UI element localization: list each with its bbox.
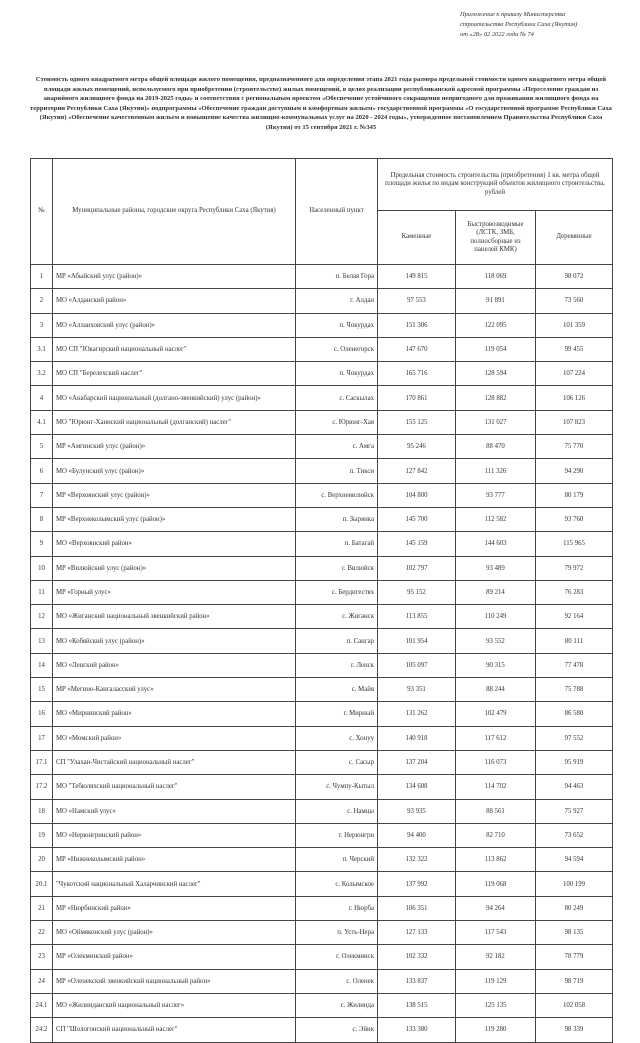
table-row — [31, 459, 613, 483]
wood-cost-cell: 97 552 — [536, 726, 613, 750]
table-row — [31, 872, 613, 896]
wood-cost-cell: 98 072 — [536, 265, 613, 289]
row-number: 15 — [31, 678, 53, 702]
table-row — [31, 362, 613, 386]
wood-cost-cell: 75 927 — [536, 799, 613, 823]
table-row — [31, 896, 613, 920]
table-row — [31, 702, 613, 726]
appendix-line-1: Приложение к приказу Министерства — [460, 11, 566, 18]
settlement-cell: п. Чокурдах — [296, 362, 378, 386]
row-number: 1 — [31, 265, 53, 289]
settlement-cell: с. Юрюнг-Хая — [296, 410, 378, 434]
municipality-cell: СП "Улахан-Чистайский национальный наслег" — [53, 750, 296, 774]
fast-cost-cell: 112 582 — [456, 507, 536, 531]
municipality-cell: МО «Намский улус» — [53, 799, 296, 823]
header-cost-group: Предельная стоимость строительства (приобретения) 1 кв. метра общей площади жилья по видам конструкций объектов жилищного строительства, рублей — [378, 159, 613, 211]
wood-cost-cell: 76 283 — [536, 580, 613, 604]
table-row — [31, 775, 613, 799]
wood-cost-cell: 86 580 — [536, 702, 613, 726]
header-stone: Каменные — [378, 211, 456, 265]
table-row — [31, 1018, 613, 1042]
table-row — [31, 507, 613, 531]
fast-cost-cell: 110 249 — [456, 605, 536, 629]
table-row — [31, 969, 613, 993]
table-row — [31, 848, 613, 872]
settlement-cell: п. Черский — [296, 848, 378, 872]
settlement-cell: с. Амга — [296, 435, 378, 459]
settlement-cell: п. Сангар — [296, 629, 378, 653]
wood-cost-cell: 95 919 — [536, 750, 613, 774]
table-row — [31, 823, 613, 847]
fast-cost-cell: 93 489 — [456, 556, 536, 580]
row-number: 16 — [31, 702, 53, 726]
date-day: 28 — [472, 31, 479, 38]
row-number: 10 — [31, 556, 53, 580]
fast-cost-cell: 94 264 — [456, 896, 536, 920]
municipality-cell: МО «Момский район» — [53, 726, 296, 750]
fast-cost-cell: 92 182 — [456, 945, 536, 969]
municipality-cell: МР «Горный улус» — [53, 580, 296, 604]
municipality-cell: МО "Юрюнг-Хаинский национальный (долганский) наслег" — [53, 410, 296, 434]
table-row — [31, 726, 613, 750]
wood-cost-cell: 100 199 — [536, 872, 613, 896]
row-number: 24 — [31, 969, 53, 993]
stone-cost-cell: 102 797 — [378, 556, 456, 580]
wood-cost-cell: 98 339 — [536, 1018, 613, 1042]
table-row — [31, 483, 613, 507]
row-number: 2 — [31, 289, 53, 313]
wood-cost-cell: 107 823 — [536, 410, 613, 434]
appendix-line-2: строительства Республики Саха (Якутия) — [460, 21, 578, 28]
appendix-dateline — [460, 30, 632, 40]
wood-cost-cell: 73 652 — [536, 823, 613, 847]
table-row — [31, 580, 613, 604]
row-number: 24.1 — [31, 993, 53, 1017]
stone-cost-cell: 94 400 — [378, 823, 456, 847]
stone-cost-cell: 134 608 — [378, 775, 456, 799]
municipality-cell: СП "Шологонский национальный наслег" — [53, 1018, 296, 1042]
wood-cost-cell: 98 719 — [536, 969, 613, 993]
fast-cost-cell: 114 702 — [456, 775, 536, 799]
fast-cost-cell: 119 129 — [456, 969, 536, 993]
fast-cost-cell: 117 543 — [456, 921, 536, 945]
settlement-cell: п. Белая Гора — [296, 265, 378, 289]
fast-cost-cell: 93 552 — [456, 629, 536, 653]
row-number: 3 — [31, 313, 53, 337]
stone-cost-cell: 155 125 — [378, 410, 456, 434]
row-number: 5 — [31, 435, 53, 459]
municipality-cell: МО «Алданский район» — [53, 289, 296, 313]
row-number: 4 — [31, 386, 53, 410]
wood-cost-cell: 99 455 — [536, 337, 613, 361]
wood-cost-cell: 94 463 — [536, 775, 613, 799]
row-number: 13 — [31, 629, 53, 653]
settlement-cell: с. Сасыр — [296, 750, 378, 774]
table-row — [31, 653, 613, 677]
stone-cost-cell: 131 262 — [378, 702, 456, 726]
fast-cost-cell: 117 612 — [456, 726, 536, 750]
settlement-cell: с. Оленегорск — [296, 337, 378, 361]
row-number: 23 — [31, 945, 53, 969]
fast-cost-cell: 119 280 — [456, 1018, 536, 1042]
stone-cost-cell: 102 332 — [378, 945, 456, 969]
fast-cost-cell: 116 073 — [456, 750, 536, 774]
row-number: 4.1 — [31, 410, 53, 434]
fast-cost-cell: 131 027 — [456, 410, 536, 434]
row-number: 8 — [31, 507, 53, 531]
header-settlement: Населенный пункт — [296, 159, 378, 265]
settlement-cell: п. Зырянка — [296, 507, 378, 531]
settlement-cell: п. Батагай — [296, 532, 378, 556]
stone-cost-cell: 140 918 — [378, 726, 456, 750]
settlement-cell: с. Жилинда — [296, 993, 378, 1017]
settlement-cell: г. Нюрба — [296, 896, 378, 920]
stone-cost-cell: 133 837 — [378, 969, 456, 993]
municipality-cell: "Чукотский национальный Халарчинский наслег" — [53, 872, 296, 896]
stone-cost-cell: 93 935 — [378, 799, 456, 823]
stone-cost-cell: 170 861 — [378, 386, 456, 410]
municipality-cell: МО «Ленский район» — [53, 653, 296, 677]
municipality-cell: МР «Вилюйский улус (район)» — [53, 556, 296, 580]
fast-cost-cell: 128 594 — [456, 362, 536, 386]
wood-cost-cell: 75 770 — [536, 435, 613, 459]
municipality-cell: МО «Жиганский национальный эвенкийский район» — [53, 605, 296, 629]
settlement-cell: с. Оленек — [296, 969, 378, 993]
stone-cost-cell: 165 716 — [378, 362, 456, 386]
appendix-header — [460, 10, 632, 40]
municipality-cell: МР «Верхнеколымский улус (район)» — [53, 507, 296, 531]
cost-table — [30, 158, 613, 1043]
stone-cost-cell: 132 322 — [378, 848, 456, 872]
wood-cost-cell: 78 779 — [536, 945, 613, 969]
row-number: 22 — [31, 921, 53, 945]
settlement-cell: с. Верхневилюйск — [296, 483, 378, 507]
header-wood: Деревянные — [536, 211, 613, 265]
row-number: 18 — [31, 799, 53, 823]
wood-cost-cell: 101 359 — [536, 313, 613, 337]
municipality-cell: МО «Аллаиховский улус (район)» — [53, 313, 296, 337]
settlement-cell: с. Колымское — [296, 872, 378, 896]
fast-cost-cell: 82 710 — [456, 823, 536, 847]
settlement-cell: г. Алдан — [296, 289, 378, 313]
table-row — [31, 410, 613, 434]
settlement-cell: с. Намцы — [296, 799, 378, 823]
document-title: Стоимость одного квадратного метра общей площади жилого помещения, предназначенного для определения этапа 2021 года размера предельной стоимости одного квадратного метра общей площади жилых помещений, используемого при приобретении (строительстве) жилых помещений, в целях реализации республиканской адресной программы «Переселение граждан из аварийного жилищного фонда на 2019-2025 годы» и соответствия с региональным проектом «Обеспечение устойчивого сокращения непригодного для проживания жилищного фонда на территории Республики Саха (Якутия)» подпрограммы «Обеспечение граждан доступным и комфортным жильем» государственной программы «О государственной программе Республики Саха (Якутия) «Обеспечение качественным жильем и повышение качества жилищно-коммунальных услуг на 2020 - 2024 годы», утвержденное постановлением Правительства Республики Саха (Якутия) от 15 сентября 2021 г. №345 — [30, 76, 612, 131]
row-number: 3.2 — [31, 362, 53, 386]
fast-cost-cell: 111 326 — [456, 459, 536, 483]
municipality-cell: МР «Абыйский улус (район)» — [53, 265, 296, 289]
fast-cost-cell: 113 862 — [456, 848, 536, 872]
settlement-cell: г. Мирный — [296, 702, 378, 726]
table-row — [31, 993, 613, 1017]
wood-cost-cell: 102 058 — [536, 993, 613, 1017]
stone-cost-cell: 106 351 — [378, 896, 456, 920]
fast-cost-cell: 91 891 — [456, 289, 536, 313]
table-row — [31, 435, 613, 459]
municipality-cell: МО «Жилинданский национальный наслег» — [53, 993, 296, 1017]
wood-cost-cell: 115 965 — [536, 532, 613, 556]
wood-cost-cell: 75 788 — [536, 678, 613, 702]
municipality-cell: МО «Верхоянский район» — [53, 532, 296, 556]
table-row — [31, 337, 613, 361]
stone-cost-cell: 101 954 — [378, 629, 456, 653]
settlement-cell: г. Вилюйск — [296, 556, 378, 580]
table-row — [31, 629, 613, 653]
settlement-cell: п. Усть-Нера — [296, 921, 378, 945]
date-month: 02 — [483, 31, 491, 38]
header-municipality: Муниципальные районы, городские округа Республики Саха (Якутия) — [53, 159, 296, 265]
fast-cost-cell: 88 470 — [456, 435, 536, 459]
municipality-cell: МО СП "Берелехский наслег" — [53, 362, 296, 386]
order-number: 74 — [527, 31, 534, 38]
fast-cost-cell: 102 479 — [456, 702, 536, 726]
row-number: 20.1 — [31, 872, 53, 896]
settlement-cell: п. Чокурдах — [296, 313, 378, 337]
stone-cost-cell: 149 815 — [378, 265, 456, 289]
settlement-cell: г. Нерюнгри — [296, 823, 378, 847]
wood-cost-cell: 93 760 — [536, 507, 613, 531]
row-number: 6 — [31, 459, 53, 483]
stone-cost-cell: 104 800 — [378, 483, 456, 507]
wood-cost-cell: 94 290 — [536, 459, 613, 483]
wood-cost-cell: 106 126 — [536, 386, 613, 410]
municipality-cell: МР «Мегино-Кангаласский улус» — [53, 678, 296, 702]
table-row — [31, 945, 613, 969]
row-number: 12 — [31, 605, 53, 629]
row-number: 17.2 — [31, 775, 53, 799]
table-row — [31, 289, 613, 313]
fast-cost-cell: 90 315 — [456, 653, 536, 677]
table-row — [31, 532, 613, 556]
fast-cost-cell: 118 069 — [456, 265, 536, 289]
stone-cost-cell: 137 992 — [378, 872, 456, 896]
row-number: 17.1 — [31, 750, 53, 774]
municipality-cell: МР «Нюрбинский район» — [53, 896, 296, 920]
stone-cost-cell: 95 246 — [378, 435, 456, 459]
municipality-cell: МР «Олекминский район» — [53, 945, 296, 969]
settlement-cell: с. Эйик — [296, 1018, 378, 1042]
municipality-cell: МО «Булунский улус (район)» — [53, 459, 296, 483]
municipality-cell: МО «Кобяйский улус (район)» — [53, 629, 296, 653]
table-row — [31, 921, 613, 945]
stone-cost-cell: 138 515 — [378, 993, 456, 1017]
stone-cost-cell: 127 133 — [378, 921, 456, 945]
table-row — [31, 750, 613, 774]
municipality-cell: МО «Анабарский национальный (долгано-эвенкийский) улус (район)» — [53, 386, 296, 410]
wood-cost-cell: 73 560 — [536, 289, 613, 313]
row-number: 24.2 — [31, 1018, 53, 1042]
row-number: 19 — [31, 823, 53, 847]
fast-cost-cell: 119 068 — [456, 872, 536, 896]
municipality-cell: МР «Амгинский улус (район)» — [53, 435, 296, 459]
fast-cost-cell: 89 214 — [456, 580, 536, 604]
settlement-cell: г. Олекминск — [296, 945, 378, 969]
fast-cost-cell: 119 054 — [456, 337, 536, 361]
wood-cost-cell: 80 249 — [536, 896, 613, 920]
table-body — [31, 265, 613, 1043]
stone-cost-cell: 133 380 — [378, 1018, 456, 1042]
table-row — [31, 605, 613, 629]
wood-cost-cell: 107 224 — [536, 362, 613, 386]
fast-cost-cell: 144 603 — [456, 532, 536, 556]
settlement-cell: с. Хонуу — [296, 726, 378, 750]
stone-cost-cell: 127 842 — [378, 459, 456, 483]
fast-cost-cell: 93 777 — [456, 483, 536, 507]
municipality-cell: МР «Верхоянский улус (район)» — [53, 483, 296, 507]
settlement-cell: с. Чумпу-Кытыл — [296, 775, 378, 799]
header-no: № — [31, 159, 53, 265]
stone-cost-cell: 145 159 — [378, 532, 456, 556]
municipality-cell: МР «Оленекский эвенкийский национальный район» — [53, 969, 296, 993]
municipality-cell: МО СП "Юкагирский национальный наслег" — [53, 337, 296, 361]
row-number: 3.1 — [31, 337, 53, 361]
date-sep: » — [479, 31, 483, 38]
row-number: 17 — [31, 726, 53, 750]
row-number: 11 — [31, 580, 53, 604]
settlement-cell: с. Бердигестях — [296, 580, 378, 604]
stone-cost-cell: 95 152 — [378, 580, 456, 604]
stone-cost-cell: 97 553 — [378, 289, 456, 313]
stone-cost-cell: 105 097 — [378, 653, 456, 677]
row-number: 21 — [31, 896, 53, 920]
table-row — [31, 265, 613, 289]
stone-cost-cell: 137 204 — [378, 750, 456, 774]
fast-cost-cell: 125 135 — [456, 993, 536, 1017]
row-number: 9 — [31, 532, 53, 556]
wood-cost-cell: 77 478 — [536, 653, 613, 677]
row-number: 14 — [31, 653, 53, 677]
wood-cost-cell: 79 972 — [536, 556, 613, 580]
settlement-cell: п. Тикси — [296, 459, 378, 483]
stone-cost-cell: 93 351 — [378, 678, 456, 702]
municipality-cell: МР «Нижнеколымский район» — [53, 848, 296, 872]
fast-cost-cell: 128 882 — [456, 386, 536, 410]
date-prefix: от « — [460, 31, 473, 38]
municipality-cell: МО «Оймяконский улус (район)» — [53, 921, 296, 945]
municipality-cell: МО "Тебюляхский национальный наслег" — [53, 775, 296, 799]
header-fast: Быстровозводимые (ЛСТК, ЗМБ, полносборные из панелей КМК) — [456, 211, 536, 265]
wood-cost-cell: 94 594 — [536, 848, 613, 872]
table-row — [31, 678, 613, 702]
fast-cost-cell: 122 095 — [456, 313, 536, 337]
stone-cost-cell: 151 306 — [378, 313, 456, 337]
municipality-cell: МО «Нерюнгринский район» — [53, 823, 296, 847]
table-row — [31, 556, 613, 580]
stone-cost-cell: 147 670 — [378, 337, 456, 361]
settlement-cell: с. Майя — [296, 678, 378, 702]
settlement-cell: с. Саскылах — [296, 386, 378, 410]
fast-cost-cell: 88 244 — [456, 678, 536, 702]
wood-cost-cell: 98 135 — [536, 921, 613, 945]
table-row — [31, 313, 613, 337]
row-number: 7 — [31, 483, 53, 507]
table-row — [31, 799, 613, 823]
fast-cost-cell: 88 561 — [456, 799, 536, 823]
settlement-cell: г. Ленск — [296, 653, 378, 677]
settlement-cell: с. Жиганск — [296, 605, 378, 629]
stone-cost-cell: 145 700 — [378, 507, 456, 531]
table-row — [31, 386, 613, 410]
date-year: 2022 года № — [491, 31, 526, 38]
wood-cost-cell: 80 179 — [536, 483, 613, 507]
municipality-cell: МО «Мирнинский район» — [53, 702, 296, 726]
stone-cost-cell: 113 855 — [378, 605, 456, 629]
wood-cost-cell: 80 111 — [536, 629, 613, 653]
row-number: 20 — [31, 848, 53, 872]
wood-cost-cell: 92 164 — [536, 605, 613, 629]
